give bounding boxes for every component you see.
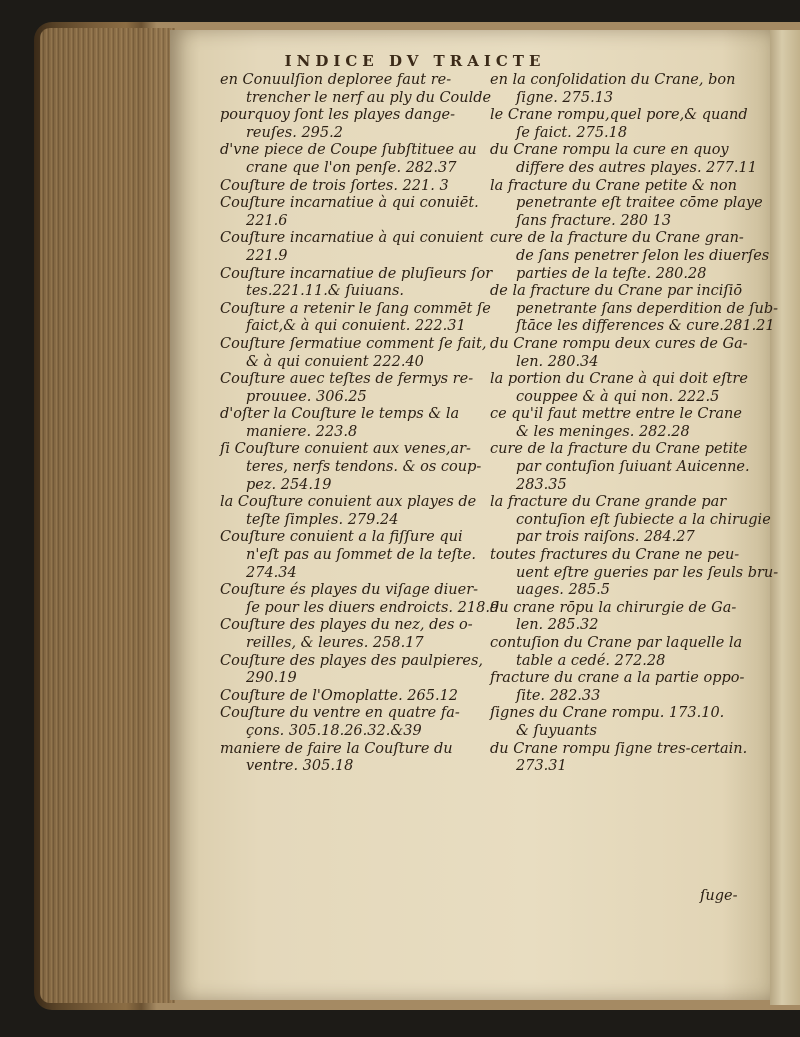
entry-line: Couſture du ventre en quatre fa- <box>220 705 460 722</box>
entry-continuation-line: faict,& à qui conuient. 222.31 <box>246 318 466 335</box>
index-entry <box>220 335 487 371</box>
entry-continuation-line: 283.35 <box>516 476 567 493</box>
index-entry <box>220 300 491 336</box>
entry-continuation-line: uages. 285.5 <box>516 582 611 599</box>
entry-continuation-line: de ſans penetrer ſelon les diuerſes <box>516 247 770 264</box>
index-entry <box>490 406 762 441</box>
entry-continuation-line: 273.31 <box>516 758 567 775</box>
entry-continuation-line: & les meninges. 282.28 <box>516 423 690 440</box>
entry-line: ſignes du Crane rompu. 173.10. <box>490 705 725 722</box>
index-entry <box>490 600 762 635</box>
index-entry <box>490 371 762 406</box>
index-entry <box>490 441 762 494</box>
entry-line: en Conuulſion deploree faut re- <box>220 72 452 88</box>
entry-continuation-line: table a cedé. 272.28 <box>516 652 666 669</box>
index-entry <box>220 494 482 529</box>
entry-continuation-line: ſe faict. 275.18 <box>516 124 628 141</box>
entry-line: d'vne piece de Coupe ſubſtituee au <box>220 142 477 159</box>
index-entry <box>220 195 482 230</box>
entry-continuation-line: pez. 254.19 <box>246 476 332 493</box>
entry-continuation-line: contuſion eſt ſubiecte a la chirugie <box>516 511 771 528</box>
entry-line: Couſture incarnatiue de pluſieurs ſor <box>220 265 493 282</box>
entry-line: Couſture incarnatiue à qui conuient <box>220 230 484 247</box>
index-entry <box>490 741 762 776</box>
index-entry <box>490 107 762 142</box>
index-entry <box>220 741 482 776</box>
entry-line: ſi Couſture conuient aux venes,ar- <box>220 441 471 458</box>
entry-continuation-line: ſite. 282.33 <box>516 687 601 704</box>
index-entry <box>490 72 762 107</box>
entry-line: Couſture incarnatiue à qui conuiēt. <box>220 195 479 212</box>
entry-continuation-line: prouuee. 306.25 <box>246 388 367 405</box>
entry-continuation-line: parties de la teſte. 280.28 <box>516 265 707 282</box>
page-edges <box>40 28 175 1003</box>
entry-continuation-line: 290.19 <box>246 670 297 687</box>
entry-line: la Couſture conuient aux playes de <box>220 494 477 511</box>
entry-continuation-line: reuſes. 295.2 <box>246 124 343 141</box>
entry-line: ce qu'il faut mettre entre le Crane <box>490 406 742 423</box>
entry-continuation-line: uent eſtre gueries par les ſeuls bru- <box>516 564 779 581</box>
index-entry <box>220 653 482 688</box>
entry-continuation-line: trencher le nerf au ply du Coulde <box>246 89 492 106</box>
index-entry <box>490 635 762 670</box>
index-entry <box>220 617 482 652</box>
index-entry <box>490 230 770 283</box>
index-entry <box>220 371 482 406</box>
index-entry <box>220 688 482 706</box>
index-entry <box>490 142 762 177</box>
index-entry <box>220 529 482 582</box>
entry-continuation-line: ſtāce les differences & cure.281.21 <box>516 318 775 335</box>
entry-line: Couſture a retenir le ſang commēt ſe <box>220 300 491 317</box>
catchword: ſuge- <box>700 888 738 904</box>
index-entry <box>490 283 779 336</box>
index-column-left <box>220 72 500 776</box>
entry-line: la fracture du Crane grande par <box>490 494 727 511</box>
entry-line: d'oſter la Couſture le temps & la <box>220 406 460 423</box>
entry-line: Couſture de l'Omoplatte. 265.12 <box>220 687 459 704</box>
entry-line: maniere de faire la Couſture du <box>220 740 453 757</box>
entry-continuation-line: ventre. 305.18 <box>246 758 354 775</box>
entry-line: en la conſolidation du Crane, bon <box>490 72 736 88</box>
entry-continuation-line: par contuſion ſuiuant Auicenne. <box>516 459 750 476</box>
index-entry <box>220 441 482 494</box>
index-entry <box>220 406 482 441</box>
entry-line: cure de la fracture du Crane gran- <box>490 230 744 247</box>
entry-line: toutes fractures du Crane ne peu- <box>490 547 740 564</box>
index-entry <box>220 230 482 265</box>
index-entry <box>220 107 482 142</box>
entry-continuation-line: differe des autres playes. 277.11 <box>516 159 757 176</box>
entry-continuation-line: couppee & à qui non. 222.5 <box>516 388 720 405</box>
entry-continuation-line: len. 285.32 <box>516 617 599 634</box>
entry-continuation-line: teſte ſimples. 279.24 <box>246 511 399 528</box>
entry-continuation-line: n'eſt pas au ſommet de la teſte. <box>246 547 477 564</box>
entry-line: contuſion du Crane par laquelle la <box>490 635 743 651</box>
entry-line: du Crane rompu la cure en quoy <box>490 142 729 159</box>
entry-line: pourquoy ſont les playes dange- <box>220 107 455 124</box>
entry-continuation-line: par trois raiſons. 284.27 <box>516 529 695 546</box>
entry-line: du crane rōpu la chirurgie de Ga- <box>490 599 737 616</box>
entry-continuation-line: penetrante eſt traitee cōme playe <box>516 195 763 212</box>
entry-line: Couſture auec teſtes de fermys re- <box>220 371 474 388</box>
index-entry <box>490 705 762 740</box>
entry-continuation-line: teres, nerfs tendons. & os coup- <box>246 459 482 476</box>
index-entry <box>490 336 762 371</box>
facing-page-edge <box>770 30 800 1005</box>
entry-line: la fracture du Crane petite & non <box>490 177 737 194</box>
entry-continuation-line: 221.6 <box>246 212 288 229</box>
index-entry <box>490 670 762 705</box>
entry-line: le Crane rompu,quel pore,& quand <box>490 107 748 124</box>
entry-continuation-line: penetrante ſans deperdition de ſub- <box>516 300 779 317</box>
entry-line: la portion du Crane à qui doit eſtre <box>490 371 748 388</box>
index-entry <box>490 494 771 547</box>
entry-continuation-line: ſigne. 275.13 <box>516 89 614 106</box>
entry-line: Couſture ſermatiue comment ſe fait, <box>220 335 487 352</box>
entry-continuation-line: maniere. 223.8 <box>246 423 358 440</box>
index-entry <box>220 705 482 740</box>
entry-continuation-line: ſans fracture. 280 13 <box>516 212 672 229</box>
entry-continuation-line: reilles, & leures. 258.17 <box>246 635 424 651</box>
entry-continuation-line: crane que l'on penſe. 282.37 <box>246 159 457 176</box>
entry-line: cure de la fracture du Crane petite <box>490 441 748 458</box>
entry-line: de la fracture du Crane par inciſiō <box>490 283 743 300</box>
entry-line: Couſture és playes du viſage diuer- <box>220 582 479 599</box>
index-entry <box>220 72 492 107</box>
index-entry <box>490 178 762 231</box>
running-header: INDICE DV TRAICTE <box>284 52 546 70</box>
index-column-right <box>490 72 779 776</box>
entry-line: Couſture des playes du nez, des o- <box>220 617 473 634</box>
index-entry <box>490 547 779 600</box>
entry-line: Couſture de trois ſortes. 221. 3 <box>220 177 449 194</box>
entry-continuation-line: & à qui conuient 222.40 <box>246 353 424 370</box>
index-entry <box>220 265 493 301</box>
entry-line: du Crane rompu ſigne tres-certain. <box>490 740 748 757</box>
entry-continuation-line: & ſuyuants <box>516 722 598 739</box>
entry-continuation-line: 274.34 <box>246 564 297 581</box>
entry-continuation-line: çons. 305.18.26.32.&39 <box>246 722 422 739</box>
entry-line: Couſture des playes des paulpieres, <box>220 652 483 669</box>
entry-continuation-line: len. 280.34 <box>516 353 599 370</box>
index-entry <box>220 178 482 196</box>
entry-continuation-line: ſe pour les diuers endroicts. 218.9 <box>246 599 500 616</box>
index-entry <box>220 142 482 177</box>
entry-line: Couſture conuient a la fiſſure qui <box>220 529 463 546</box>
entry-continuation-line: 221.9 <box>246 247 288 264</box>
index-entry <box>220 582 500 617</box>
entry-line: fracture du crane a la partie oppo- <box>490 670 745 687</box>
entry-continuation-line: tes.221.11.& ſuiuans. <box>246 283 405 300</box>
entry-line: du Crane rompu deux cures de Ga- <box>490 335 748 352</box>
